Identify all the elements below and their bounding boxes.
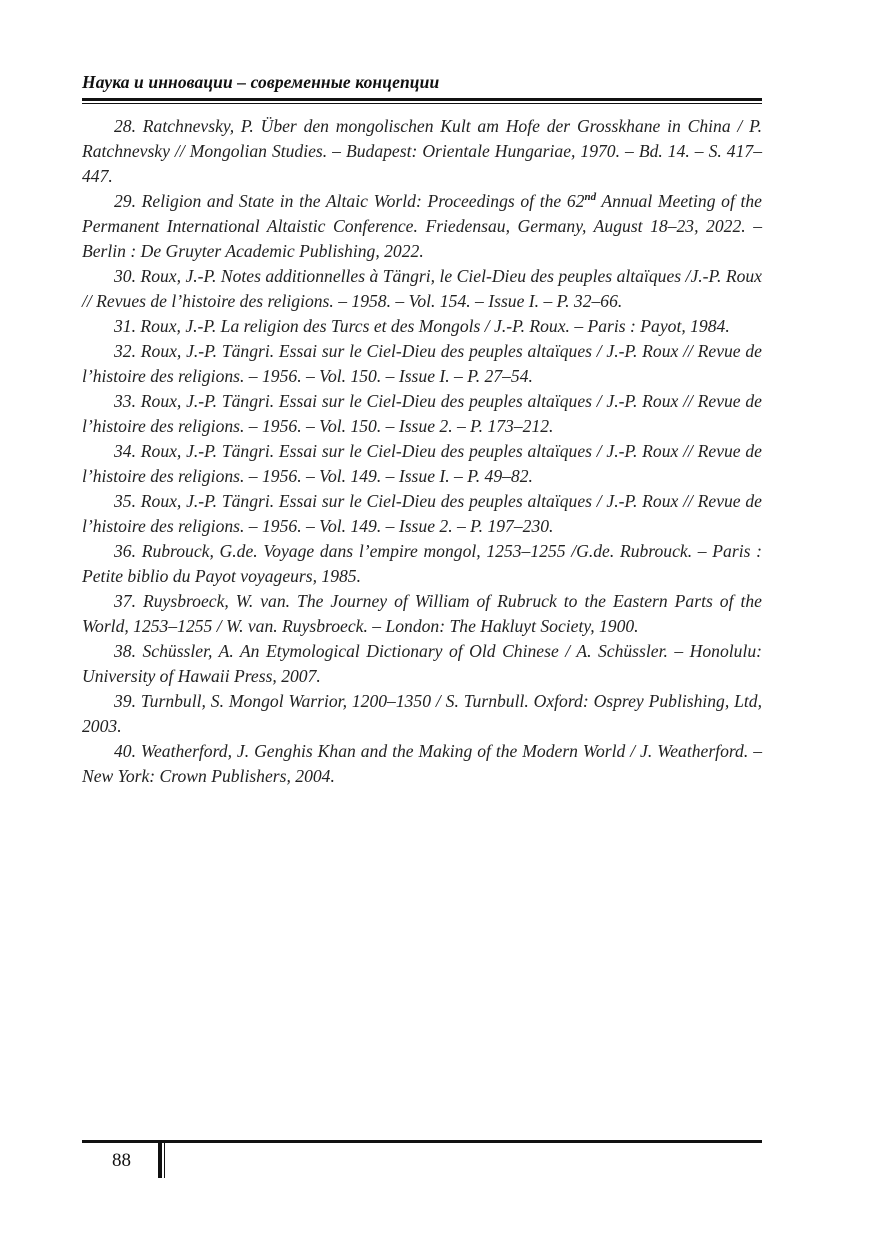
reference-item: 35. Roux, J.-P. Tängri. Essai sur le Ciel-Dieu des peuples altaïques / J.-P. Roux // Revue de l’histoire des religions. – 1956. – Vol. 149. – Issue 2. – P. 197–230.: [82, 491, 762, 536]
footer-divider-thick: [158, 1140, 162, 1178]
reference-item: 31. Roux, J.-P. La religion des Turcs et des Mongols / J.-P. Roux. – Paris : Payot, 1984.: [114, 316, 730, 336]
reference-item: [82, 189, 762, 264]
running-header: [82, 70, 762, 104]
ordinal-suffix: nd: [584, 191, 597, 204]
header-rule-thin: [82, 103, 762, 104]
reference-list: [82, 114, 762, 789]
reference-item: 30. Roux, J.-P. Notes additionnelles à Tängri, le Ciel-Dieu des peuples altaïques /J.-P. Roux // Revues de l’histoire des religions. – 1958. – Vol. 154. – Issue I. – P. 32–66.: [82, 266, 762, 311]
reference-item: 40. Weatherford, J. Genghis Khan and the Making of the Modern World / J. Weatherford. – New York: Crown Publishers, 2004.: [82, 741, 762, 786]
footer-divider-thin: [164, 1140, 165, 1178]
running-header-title: Наука и инновации – современные концепции: [82, 72, 440, 92]
reference-item: 28. Ratchnevsky, P. Über den mongolischen Kult am Hofe der Grosskhane in China / P. Ratchnevsky // Mongolian Studies. – Budapest: Orientale Hungariae, 1970. – Bd. 14. – S. 417–447.: [82, 116, 762, 186]
page-number: 88: [112, 1150, 131, 1171]
reference-item: 38. Schüssler, A. An Etymological Dictionary of Old Chinese / A. Schüssler. – Honolulu: University of Hawaii Press, 2007.: [82, 641, 762, 686]
reference-item: 36. Rubrouck, G.de. Voyage dans l’empire mongol, 1253–1255 /G.de. Rubrouck. – Paris : Petite biblio du Payot voyageurs, 1985.: [82, 541, 762, 586]
reference-item: 34. Roux, J.-P. Tängri. Essai sur le Ciel-Dieu des peuples altaïques / J.-P. Roux // Revue de l’histoire des religions. – 1956. – Vol. 149. – Issue I. – P. 49–82.: [82, 441, 762, 486]
reference-item: 39. Turnbull, S. Mongol Warrior, 1200–1350 / S. Turnbull. Oxford: Osprey Publishing, Ltd, 2003.: [82, 691, 762, 736]
page-footer: [82, 1140, 762, 1180]
header-rule-thick: [82, 98, 762, 101]
footer-rule: [82, 1140, 762, 1143]
reference-item: 32. Roux, J.-P. Tängri. Essai sur le Ciel-Dieu des peuples altaïques / J.-P. Roux // Revue de l’histoire des religions. – 1956. – Vol. 150. – Issue I. – P. 27–54.: [82, 341, 762, 386]
reference-text: Annual Meeting of the Permanent International Altaistic Conference. Friedensau, Germany, August 18–23, 2022. – Berlin : De Gruyter Academic Publishing, 2022.: [82, 191, 762, 261]
reference-item: 37. Ruysbroeck, W. van. The Journey of William of Rubruck to the Eastern Parts of the World, 1253–1255 / W. van. Ruysbroeck. – London: The Hakluyt Society, 1900.: [82, 591, 762, 636]
reference-text: 29. Religion and State in the Altaic World: Proceedings of the 62: [114, 191, 585, 211]
reference-item: 33. Roux, J.-P. Tängri. Essai sur le Ciel-Dieu des peuples altaïques / J.-P. Roux // Revue de l’histoire des religions. – 1956. – Vol. 150. – Issue 2. – P. 173–212.: [82, 391, 762, 436]
